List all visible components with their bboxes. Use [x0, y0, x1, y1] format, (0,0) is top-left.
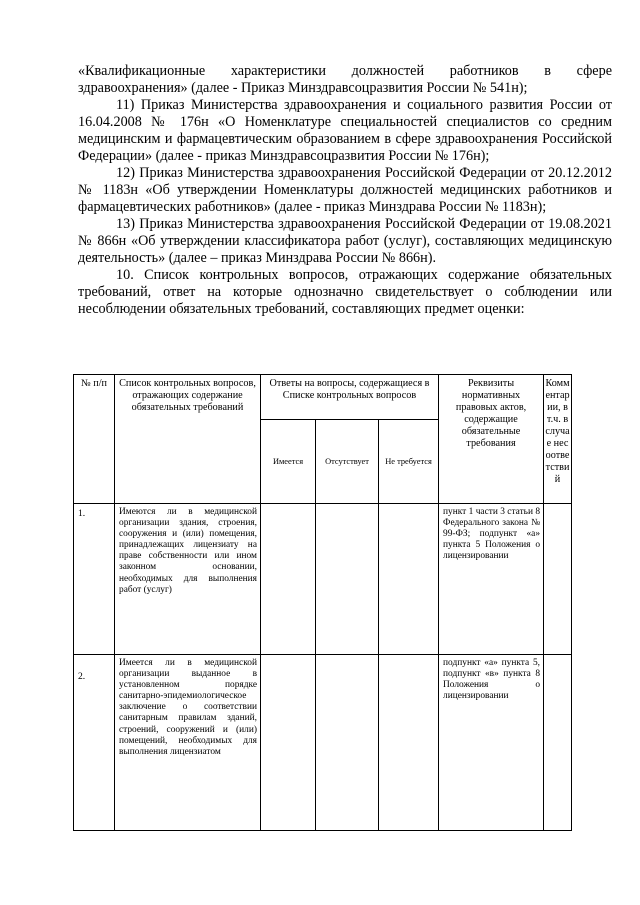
header-num: № п/п	[74, 375, 115, 504]
comment-cell[interactable]	[544, 504, 572, 655]
header-answers: Ответы на вопросы, содержащиеся в Списке контрольных вопросов	[261, 375, 439, 420]
answer-not-required-cell[interactable]	[379, 655, 439, 831]
row-num: 2.	[74, 655, 115, 831]
header-not-required: Не требуется	[379, 420, 439, 504]
header-comment: Комментарии, в т.ч. в случае несоответствий	[544, 375, 572, 504]
header-requisites: Реквизиты нормативных правовых актов, содержащие обязательные требования	[439, 375, 544, 504]
answer-absent-cell[interactable]	[316, 504, 379, 655]
header-has: Имеется	[261, 420, 316, 504]
header-absent: Отсутствует	[316, 420, 379, 504]
row-num: 1.	[74, 504, 115, 655]
answer-has-cell[interactable]	[261, 504, 316, 655]
paragraph-item-12: 12) Приказ Министерства здравоохранения Российской Федерации от 20.12.2012 № 1183н «Об утверждении Номенклатуры должностей медицинских работников и фармацевтических работников» (далее - приказ Минздрава России № 1183н);	[78, 165, 612, 215]
checklist-table	[73, 374, 572, 831]
paragraph-541n: «Квалификационные характеристики должностей работников в сфере здравоохранения» (далее - Приказ Минздравсоцразвития России № 541н);	[78, 63, 612, 96]
row-question: Имеется ли в медицинской организации выданное в установленном порядке санитарно-эпидемиологическое заключение о соответствии санитарным правилам зданий, строений, сооружений и (или) помещений, необходимых для выполнения лицензиатом	[115, 655, 261, 831]
answer-absent-cell[interactable]	[316, 655, 379, 831]
answer-not-required-cell[interactable]	[379, 504, 439, 655]
row-question: Имеются ли в медицинской организации здания, строения, сооружения и (или) помещения, принадлежащих лицензиату на праве собственности или ином законном основании, необходимых для выполнения работ (услуг)	[115, 504, 261, 655]
table-row	[74, 504, 572, 655]
row-requisites: подпункт «а» пункта 5, подпункт «в» пункта 8 Положения о лицензировании	[439, 655, 544, 831]
row-requisites: пункт 1 части 3 статьи 8 Федерального закона № 99-ФЗ; подпункт «а» пункта 5 Положения о лицензировании	[439, 504, 544, 655]
paragraph-item-13: 13) Приказ Министерства здравоохранения Российской Федерации от 19.08.2021 № 866н «Об утверждении классификатора работ (услуг), составляющих медицинскую деятельность» (далее – приказ Минздрава России № 866н).	[78, 216, 612, 266]
comment-cell[interactable]	[544, 655, 572, 831]
paragraph-item-11: 11) Приказ Министерства здравоохранения и социального развития России от 16.04.2008 № 176н «О Номенклатуре специальностей специалистов со средним медицинским и фармацевтическим образованием в сфере здравоохранения Российской Федерации» (далее - приказ Минздравсоцразвития России № 176н);	[78, 97, 612, 164]
header-question: Список контрольных вопросов, отражающих содержание обязательных требований	[115, 375, 261, 504]
document-text	[78, 63, 612, 318]
answer-has-cell[interactable]	[261, 655, 316, 831]
paragraph-item-10: 10. Список контрольных вопросов, отражающих содержание обязательных требований, ответ на которые однозначно свидетельствует о соблюдении или несоблюдении обязательных требований, составляющих предмет оценки:	[78, 267, 612, 317]
table-row	[74, 655, 572, 831]
